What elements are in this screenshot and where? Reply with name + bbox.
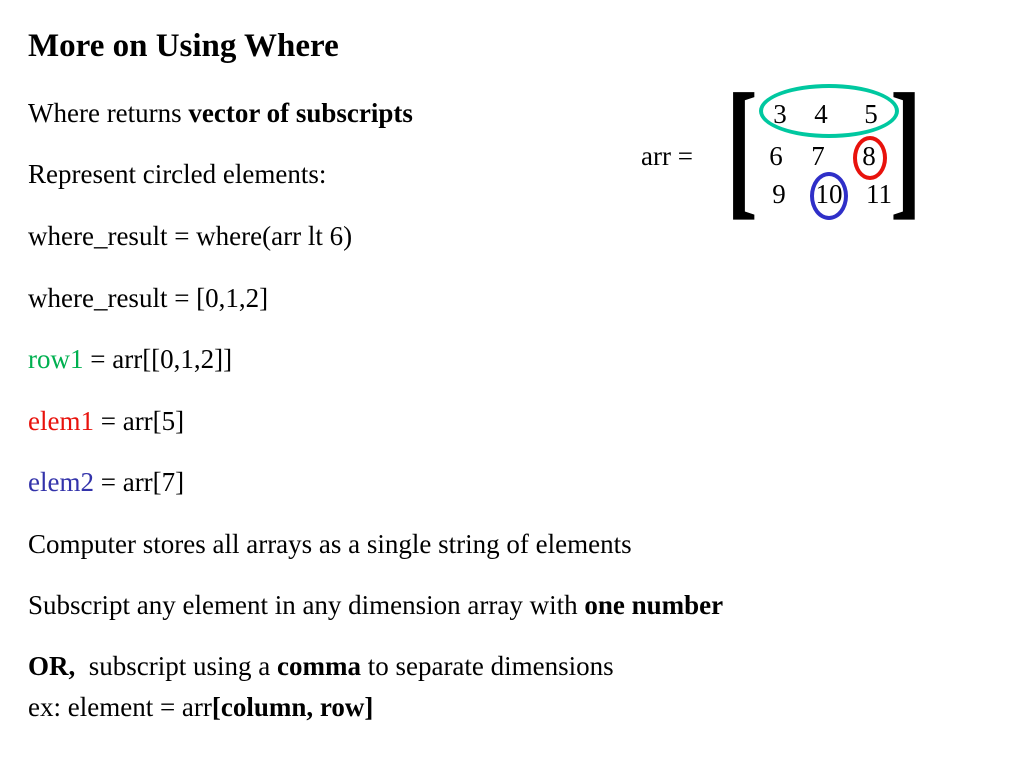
text-line-represent: Represent circled elements: bbox=[28, 159, 327, 189]
text-line-or-comma bbox=[28, 650, 614, 682]
elem1-label: elem1 bbox=[28, 406, 94, 436]
row1-label: row1 bbox=[28, 344, 84, 374]
matrix-cell: 3 bbox=[773, 99, 787, 129]
text-span: = arr[7] bbox=[93, 467, 185, 497]
matrix-cell: 8 bbox=[862, 141, 876, 171]
matrix-cell: 6 bbox=[769, 141, 783, 171]
text-line-elem2 bbox=[28, 466, 184, 498]
array-matrix-figure bbox=[600, 63, 960, 233]
elem2-label: elem2 bbox=[28, 467, 94, 497]
bold-text-span: one number bbox=[584, 590, 724, 620]
text-line-row1 bbox=[28, 343, 232, 375]
text-span: subscript using a bbox=[75, 651, 277, 681]
text-span: = arr[[0,1,2]] bbox=[83, 344, 233, 374]
matrix-cell: 11 bbox=[866, 179, 892, 209]
text-span: Subscript any element in any dimension array with bbox=[28, 590, 585, 620]
elem1-highlight-ring bbox=[853, 136, 887, 180]
arr-label: arr = bbox=[641, 141, 693, 171]
matrix-cell: 10 bbox=[815, 179, 843, 209]
text-span: = arr[5] bbox=[93, 406, 185, 436]
slide-title: More on Using Where bbox=[28, 28, 339, 64]
text-span: ex: element = arr bbox=[28, 692, 212, 722]
text-span: to separate dimensions bbox=[360, 651, 614, 681]
matrix-cell: 5 bbox=[864, 99, 878, 129]
text-line-where-call: where_result = where(arr lt 6) bbox=[28, 221, 353, 251]
right-bracket: ] bbox=[890, 63, 922, 233]
text-line-example bbox=[28, 691, 373, 723]
text-line-subscript-any bbox=[28, 589, 723, 621]
bold-text-span: OR, bbox=[28, 651, 76, 681]
matrix-cell: 4 bbox=[814, 99, 828, 129]
text-span: Where returns bbox=[28, 98, 189, 128]
text-line-where-result: where_result = [0,1,2] bbox=[28, 283, 269, 313]
row1-highlight-ring bbox=[759, 84, 899, 138]
text-line-computer-stores: Computer stores all arrays as a single string of elements bbox=[28, 529, 632, 559]
bold-text-span: [column, row] bbox=[211, 692, 374, 722]
bold-text-span: vector of subscripts bbox=[188, 98, 413, 128]
left-bracket: [ bbox=[726, 63, 758, 233]
bold-text-span: comma bbox=[277, 651, 361, 681]
matrix-cell: 9 bbox=[772, 179, 786, 209]
matrix-cell: 7 bbox=[811, 141, 825, 171]
text-line-where-returns bbox=[28, 97, 413, 129]
text-line-elem1 bbox=[28, 405, 184, 437]
elem2-highlight-ring bbox=[810, 172, 848, 220]
